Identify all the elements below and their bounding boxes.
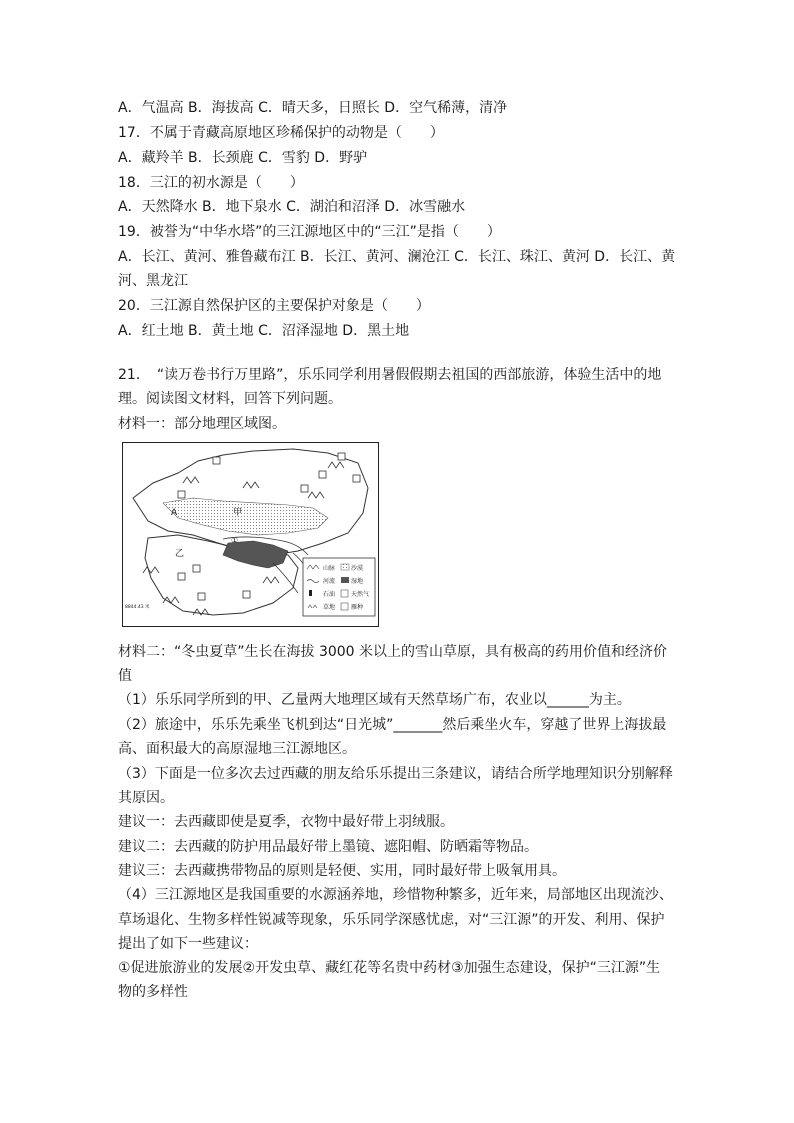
q16-options: A．气温高 B．海拔高 C．晴天多，日照长 D．空气稀薄，清净 [118,100,508,116]
map-wetland [223,541,288,568]
map-label-yi: 乙 [175,549,185,559]
q18-stem: 18．三江的初水源是（ ） [118,175,304,191]
q21-advice2: 建议二：去西藏的防护用品最好带上墨镜、遮阳帽、防晒霜等物品。 [118,839,538,855]
legend-desert: 沙漠 [351,565,364,572]
q21-sub4-line3: 提出了如下一些建议： [118,936,258,952]
map-label-circle1: ① [231,536,239,545]
legend-oil: 石油 [323,591,336,598]
q19-options-line2: 河、黑龙江 [118,273,188,289]
q21-sub2-line2: 高、面积最大的高原湿地三江源地区。 [118,741,356,757]
q21-sub2-line1: （2）旅途中，乐乐先乘坐飞机到达“日光城”_______然后乘坐火车，穿越了世界上海拔最 [118,717,667,733]
map-peak-label: 8844.43 米 [125,605,150,610]
q19-stem: 19．被誉为“中华水塔”的三江源地区中的“三江”是指（ ） [118,224,501,240]
q21-advice3: 建议三：去西藏携带物品的原则是轻便、实用，同时最好带上吸氧用具。 [118,863,566,879]
q21-sub4-line1: （4）三江源地区是我国重要的水源涵养地，珍惜物种繁多，近年来，局部地区出现流沙、 [118,887,673,903]
map-label-jia: 甲 [233,508,243,518]
q17-stem: 17．不属于青藏高原地区珍稀保护的动物是（ ） [118,125,444,141]
map-desert [163,498,328,535]
geography-region-map [122,442,379,627]
map-legend [303,558,375,616]
q20-stem: 20．三江源自然保护区的主要保护对象是（ ） [118,298,430,314]
q21-intro-line1: 21． “读万卷书行万里路”，乐乐同学利用暑假假期去祖国的西部旅游，体验生活中的地 [118,367,662,383]
legend-breed: 雁种 [351,604,364,611]
q21-sub1: （1）乐乐同学所到的甲、乙量两大地理区域有天然草场广布，农业以______为主。 [118,692,631,708]
q21-intro-line2: 理。阅读图文材料，回答下列问题。 [118,391,342,407]
legend-gas: 天然气 [351,591,370,598]
legend-river: 河流 [323,578,336,585]
q21-sub4-line4: ①促进旅游业的发展②开发虫草、藏红花等名贵中药材③加强生态建设，保护“三江源”生 [118,960,661,976]
q21-sub3-line2: 其原因。 [118,790,174,806]
q21-material2-line2: 值 [118,668,132,684]
legend-mountain: 山脉 [323,565,336,572]
legend-wetland: 湿地 [351,578,364,585]
q21-sub4-line2: 草场退化、生物多样性锐减等现象，乐乐同学深感忧虑，对“三江源”的开发、利用、保护 [118,912,665,928]
q21-material1: 材料一：部分地理区域图。 [118,416,286,432]
legend-grassland: 草地 [323,604,336,611]
q20-options: A．红土地 B．黄土地 C．沼泽湿地 D．黑土地 [118,323,410,339]
q17-options: A．藏羚羊 B．长颈鹿 C．雪豹 D．野驴 [118,150,368,166]
map-river [273,563,298,593]
q21-advice1: 建议一：去西藏即使是夏季，衣物中最好带上羽绒服。 [118,814,454,830]
q21-sub3-line1: （3）下面是一位多次去过西藏的朋友给乐乐提出三条建议，请结合所学地理知识分别解释 [118,766,673,782]
map-svg [123,443,378,626]
q18-options: A．天然降水 B．地下泉水 C．湖泊和沼泽 D．冰雪融水 [118,199,466,215]
q21-sub4-line5: 物的多样性 [118,984,188,1000]
q21-material2-line1: 材料二：“冬虫夏草”生长在海拔 3000 米以上的雪山草原，具有极高的药用价值和经济价 [118,644,668,660]
map-label-a: A [171,508,178,518]
q19-options-line1: A．长江、黄河、雅鲁藏布江 B．长江、黄河、澜沧江 C．长江、珠江、黄河 D．长江、黄 [118,249,676,265]
